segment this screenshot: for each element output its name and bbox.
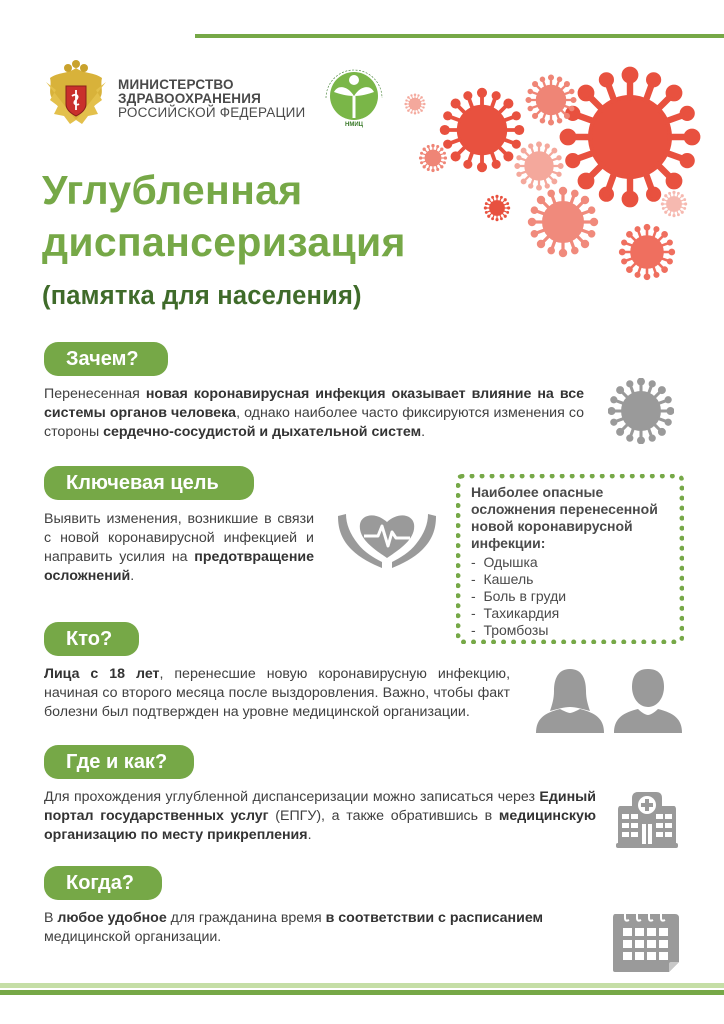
text-run: .	[307, 827, 312, 843]
virus-illustration	[400, 42, 724, 292]
section-when-label: Когда?	[44, 866, 162, 900]
ministry-line-2: ЗДРАВООХРАНЕНИЯ	[118, 91, 262, 106]
svg-text:НМИЦ: НМИЦ	[344, 122, 364, 128]
emphasis-text: медицинскую организацию по месту прикрепления	[44, 808, 596, 843]
hospital-icon	[616, 790, 678, 848]
coat-of-arms-icon	[42, 60, 110, 130]
emphasis-text: предотвращение осложнений	[44, 549, 314, 584]
text-run: Выявить изменения, возникшие в связи с новой коронавирусной инфекцией и направить усилия на	[44, 511, 314, 565]
section-who-label: Кто?	[44, 622, 139, 656]
top-divider	[195, 34, 724, 38]
nmic-logo	[318, 58, 390, 130]
title-line-1: Углубленная	[42, 167, 303, 213]
text-run: , перенесшие новую коронавирусную инфекцию, начиная со второго месяца после выздоровления. Важно, чтобы факт болезни был подтвержден на уровне медицинской организации.	[44, 666, 511, 720]
ministry-name	[118, 78, 305, 120]
people-icon	[536, 667, 684, 735]
ministry-line-3: РОССИЙСКОЙ ФЕДЕРАЦИИ	[118, 105, 306, 120]
complication-item: - Боль в груди	[471, 588, 671, 605]
complications-heading: Наиболее опасные осложнения перенесенной новой коронавирусной инфекции:	[471, 484, 658, 551]
emphasis-text: в соответствии с расписанием	[325, 910, 544, 926]
section-when-text	[44, 909, 596, 947]
text-run: для гражданина время	[166, 910, 326, 926]
emphasis-text: Единый портал государственных услуг	[44, 789, 596, 824]
text-run: Для прохождения углубленной диспансеризации можно записаться через	[44, 789, 540, 805]
section-where-text	[44, 788, 596, 845]
emphasis-text: Лица с 18 лет	[44, 666, 160, 682]
text-run: .	[421, 424, 426, 440]
calendar-icon	[611, 908, 681, 974]
text-run: , однако наиболее часто фиксируются изменения со стороны	[44, 405, 584, 440]
text-run: .	[130, 568, 135, 584]
emphasis-text: новая коронавирусная инфекция оказывает влияние на все системы органов человека	[44, 386, 584, 421]
page-subtitle: (памятка для населения)	[42, 282, 362, 310]
section-where-label: Где и как?	[44, 745, 194, 779]
complications-list	[471, 554, 671, 639]
complication-item: - Тахикардия	[471, 605, 671, 622]
text-run: медицинской организации.	[44, 929, 222, 945]
page-title	[42, 164, 406, 268]
section-goal-label: Ключевая цель	[44, 466, 254, 500]
text-run: В	[44, 910, 58, 926]
bottom-divider-light	[0, 983, 724, 988]
section-goal-text	[44, 510, 314, 586]
nmic-logo-icon	[318, 58, 390, 130]
virus-icon	[608, 378, 674, 444]
ministry-line-1: МИНИСТЕРСТВО	[118, 77, 234, 92]
text-run: (ЕПГУ), а также обратившись в	[268, 808, 499, 824]
section-why-text	[44, 385, 584, 442]
emphasis-text: любое удобное	[57, 910, 167, 926]
bottom-divider	[0, 990, 724, 995]
hands-heart-icon	[336, 508, 438, 570]
section-who-text	[44, 665, 510, 722]
emphasis-text: сердечно-сосудистой и дыхательной систем	[103, 424, 422, 440]
complication-item: - Кашель	[471, 571, 671, 588]
text-run: Перенесенная	[44, 386, 146, 402]
complication-item: - Одышка	[471, 554, 671, 571]
section-why-label: Зачем?	[44, 342, 168, 376]
title-line-2: диспансеризация	[42, 219, 406, 265]
complications-box	[456, 474, 684, 644]
complication-item: - Тромбозы	[471, 622, 671, 639]
